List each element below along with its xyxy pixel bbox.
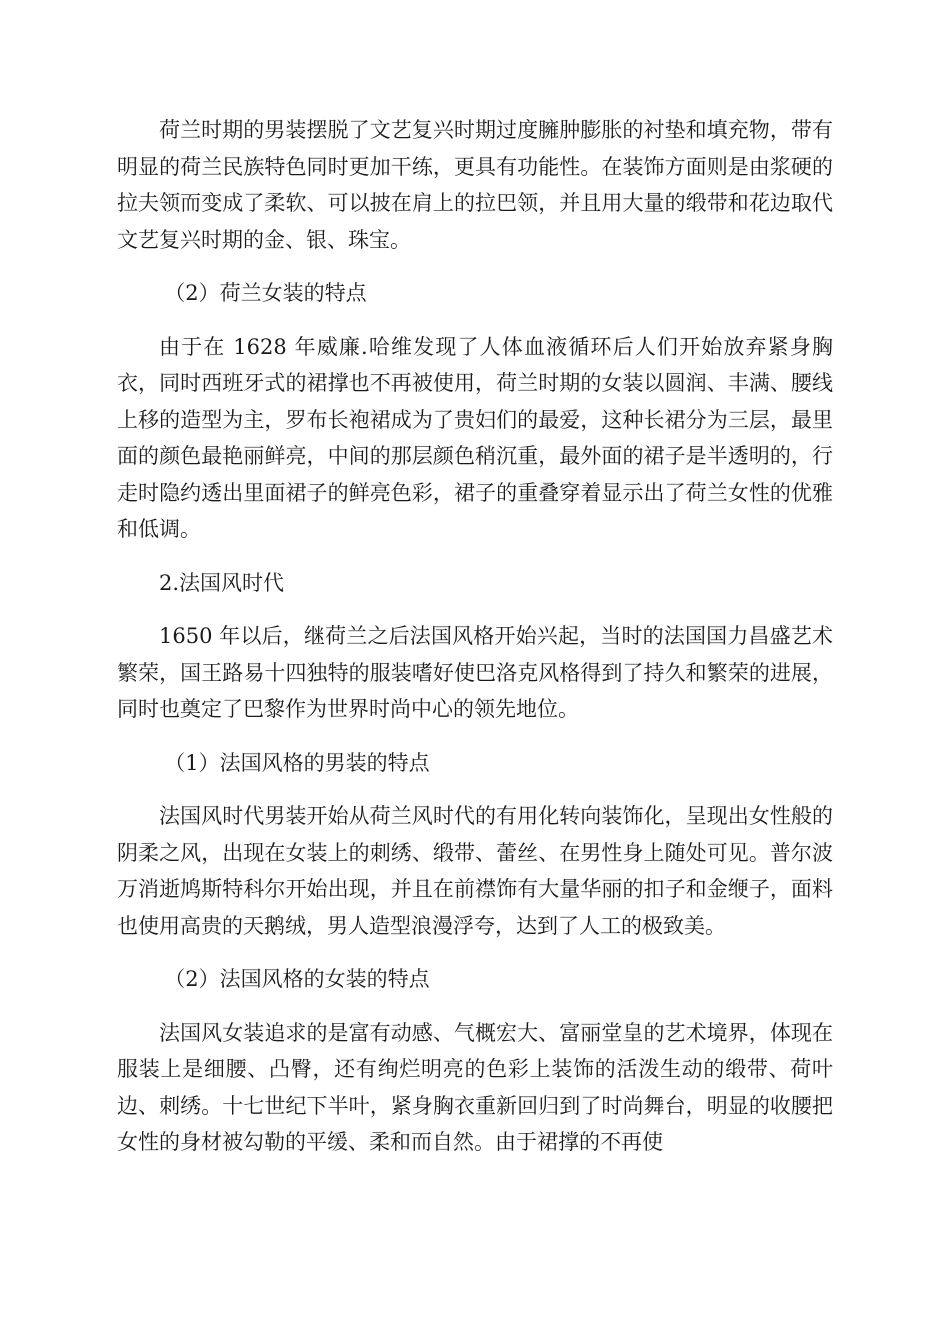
paragraph-french-menswear: 法国风时代男装开始从荷兰风时代的有用化转向装饰化，呈现出女性般的阴柔之风，出现在女装上的刺绣、缎带、蕾丝、在男性身上随处可见。普尔波万消逝鸠斯特科尔开始出现，并且在前襟饰有大量华丽的扣子和金缏子，面料也使用高贵的天鹅绒，男人造型浪漫浮夸，达到了人工的极致美。	[117, 804, 833, 938]
subheading-french-womenswear: （2）法国风格的女装的特点	[164, 967, 430, 991]
document-body	[117, 112, 833, 1178]
subheading-dutch-womenswear: （2）荷兰女装的特点	[164, 281, 367, 305]
section-heading-french-era: 2.法国风时代	[159, 570, 285, 595]
paragraph-dutch-menswear: 荷兰时期的男装摆脱了文艺复兴时期过度臃肿膨胀的衬垫和填充物，带有明显的荷兰民族特色同时更加干练，更具有功能性。在装饰方面则是由浆硬的拉夫领而变成了柔软、可以披在肩上的拉巴领，并且用大量的缎带和花边取代文艺复兴时期的金、银、珠宝。	[117, 118, 833, 252]
paragraph-french-womenswear: 法国风女装追求的是富有动感、气概宏大、富丽堂皇的艺术境界，体现在服装上是细腰、凸臀，还有绚烂明亮的色彩上装饰的活泼生动的缎带、荷叶边、刺绣。十七世纪下半叶，紧身胸衣重新回归到了时尚舞台，明显的收腰把女性的身材被勾勒的平缓、柔和而自然。由于裙撑的不再使	[117, 1020, 833, 1154]
paragraph-dutch-womenswear: 由于在 1628 年威廉.哈维发现了人体血液循环后人们开始放弃紧身胸衣，同时西班牙式的裙撑也不再被使用，荷兰时期的女装以圆润、丰满、腰线上移的造型为主，罗布长袍裙成为了贵妇们的最爱，这种长裙分为三层，最里面的颜色最艳丽鲜亮，中间的那层颜色稍沉重，最外面的裙子是半透明的，行走时隐约透出里面裙子的鲜亮色彩，裙子的重叠穿着显示出了荷兰女性的优雅和低调。	[117, 334, 833, 541]
subheading-french-menswear: （1）法国风格的男装的特点	[164, 750, 430, 775]
paragraph-french-era-intro: 1650 年以后，继荷兰之后法国风格开始兴起，当时的法国国力昌盛艺术繁荣，国王路易十四独特的服装嗜好使巴洛克风格得到了持久和繁荣的进展，同时也奠定了巴黎作为世界时尚中心的领先地位。	[117, 624, 833, 721]
